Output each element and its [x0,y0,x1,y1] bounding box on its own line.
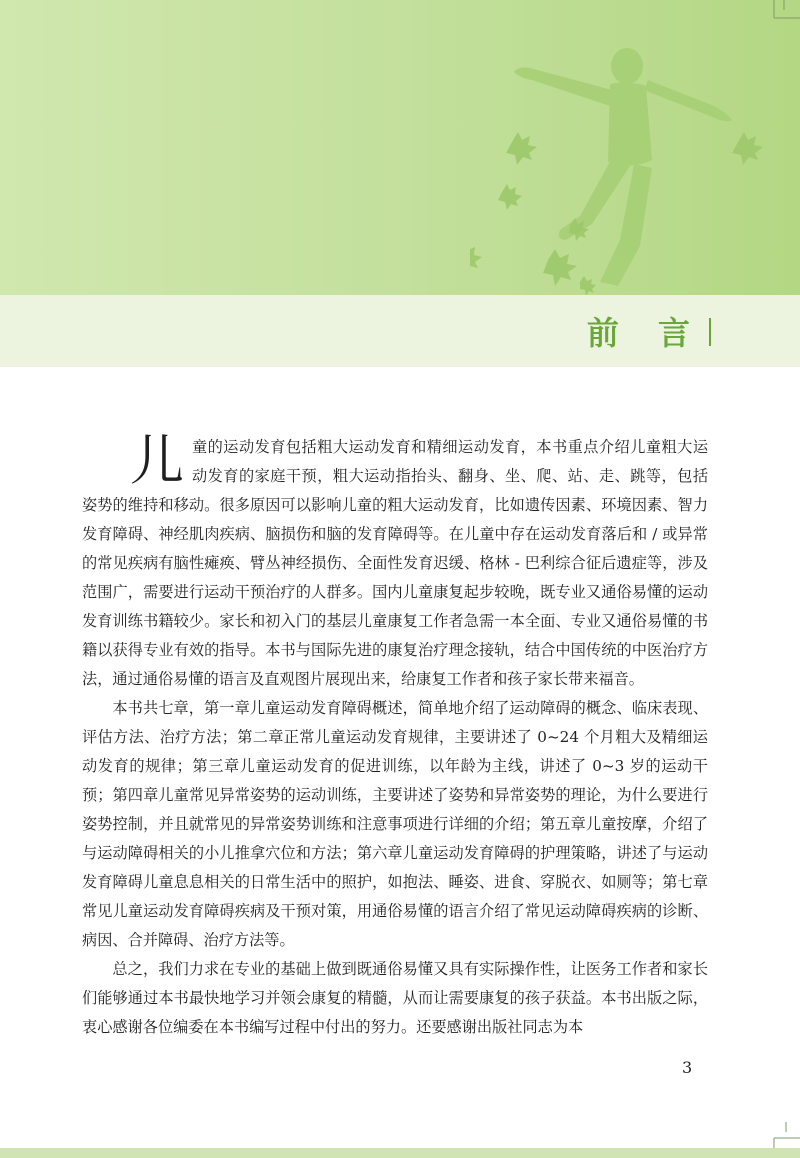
running-child-illustration [470,20,770,295]
page-title: 前 言 [586,314,704,352]
maple-leaf-icon [732,132,763,165]
paragraph-2: 本书共七章，第一章儿童运动发育障碍概述，简单地介绍了运动障碍的概念、临床表现、评估方法、治疗方法；第二章正常儿童运动发育规律，主要讲述了 0~24 个月粗大及精细运动发育的规律；第三章儿童运动发育的促进训练，以年龄为主线，讲述了 0~3 岁的运动干预；第四章儿童常见异常姿势的运动训练，主要讲述了姿势和异常姿势的理论，为什么要进行姿势控制，并且就常见的异常姿势训练和注意事项进行详细的介绍；第五章儿童按摩，介绍了与运动障碍相关的小儿推拿穴位和方法；第六章儿童运动发育障碍的护理策略，讲述了与运动发育障碍儿童息息相关的日常生活中的照护，如抱法、睡姿、进食、穿脱衣、如厕等；第七章常见儿童运动发育障碍疾病及干预对策，用通俗易懂的语言介绍了常见运动障碍疾病的诊断、病因、合并障碍、治疗方法等。 [82,699,708,949]
figure-left-leg [559,158,630,240]
maple-leaf-icon [543,249,577,286]
maple-leaf-icon [470,243,482,273]
paragraph-1: 儿童的运动发育包括粗大运动发育和精细运动发育，本书重点介绍儿童粗大运动发育的家庭干预，粗大运动指抬头、翻身、坐、爬、站、走、跳等，包括姿势的维持和移动。很多原因可以影响儿童的粗大运动发育，比如遗传因素、环境因素、智力发育障碍、神经肌肉疾病、脑损伤和脑的发育障碍等。在儿童中存在运动发育落后和 / 或异常的常见疾病有脑性瘫痪、臂丛神经损伤、全面性发育迟缓、格林 - 巴利综合征后遗症等，涉及范围广，需要进行运动干预治疗的人群多。国内儿童康复起步较晚，既专业又通俗易懂的运动发育训练书籍较少。家长和初入门的基层儿童康复工作者急需一本全面、专业又通俗易懂的书籍以获得专业有效的指导。本书与国际先进的康复治疗理念接轨，结合中国传统的中医治疗方法，通过通俗易懂的语言及直观图片展现出来，给康复工作者和孩子家长带来福音。 [82,429,708,688]
maple-leaf-icon [506,132,537,165]
crop-mark-top [762,0,800,22]
maple-leaf-icon [580,276,596,295]
bottom-color-strip [0,1148,800,1158]
preface-body [82,429,708,1042]
figure-head [611,48,643,84]
title-divider [709,318,711,346]
figure-right-arm [644,80,732,121]
page-number: 3 [682,1058,693,1077]
figure-left-arm [514,68,612,107]
figure-torso [608,82,652,165]
maple-leaf-icon [498,184,522,210]
paragraph-3: 总之，我们力求在专业的基础上做到既通俗易懂又具有实际操作性，让医务工作者和家长们能够通过本书最快地学习并领会康复的精髓，从而让需要康复的孩子获益。本书出版之际，衷心感谢各位编委在本书编写过程中付出的努力。还要感谢出版社同志为本 [82,960,708,1036]
dropcap: 儿 [130,429,184,492]
